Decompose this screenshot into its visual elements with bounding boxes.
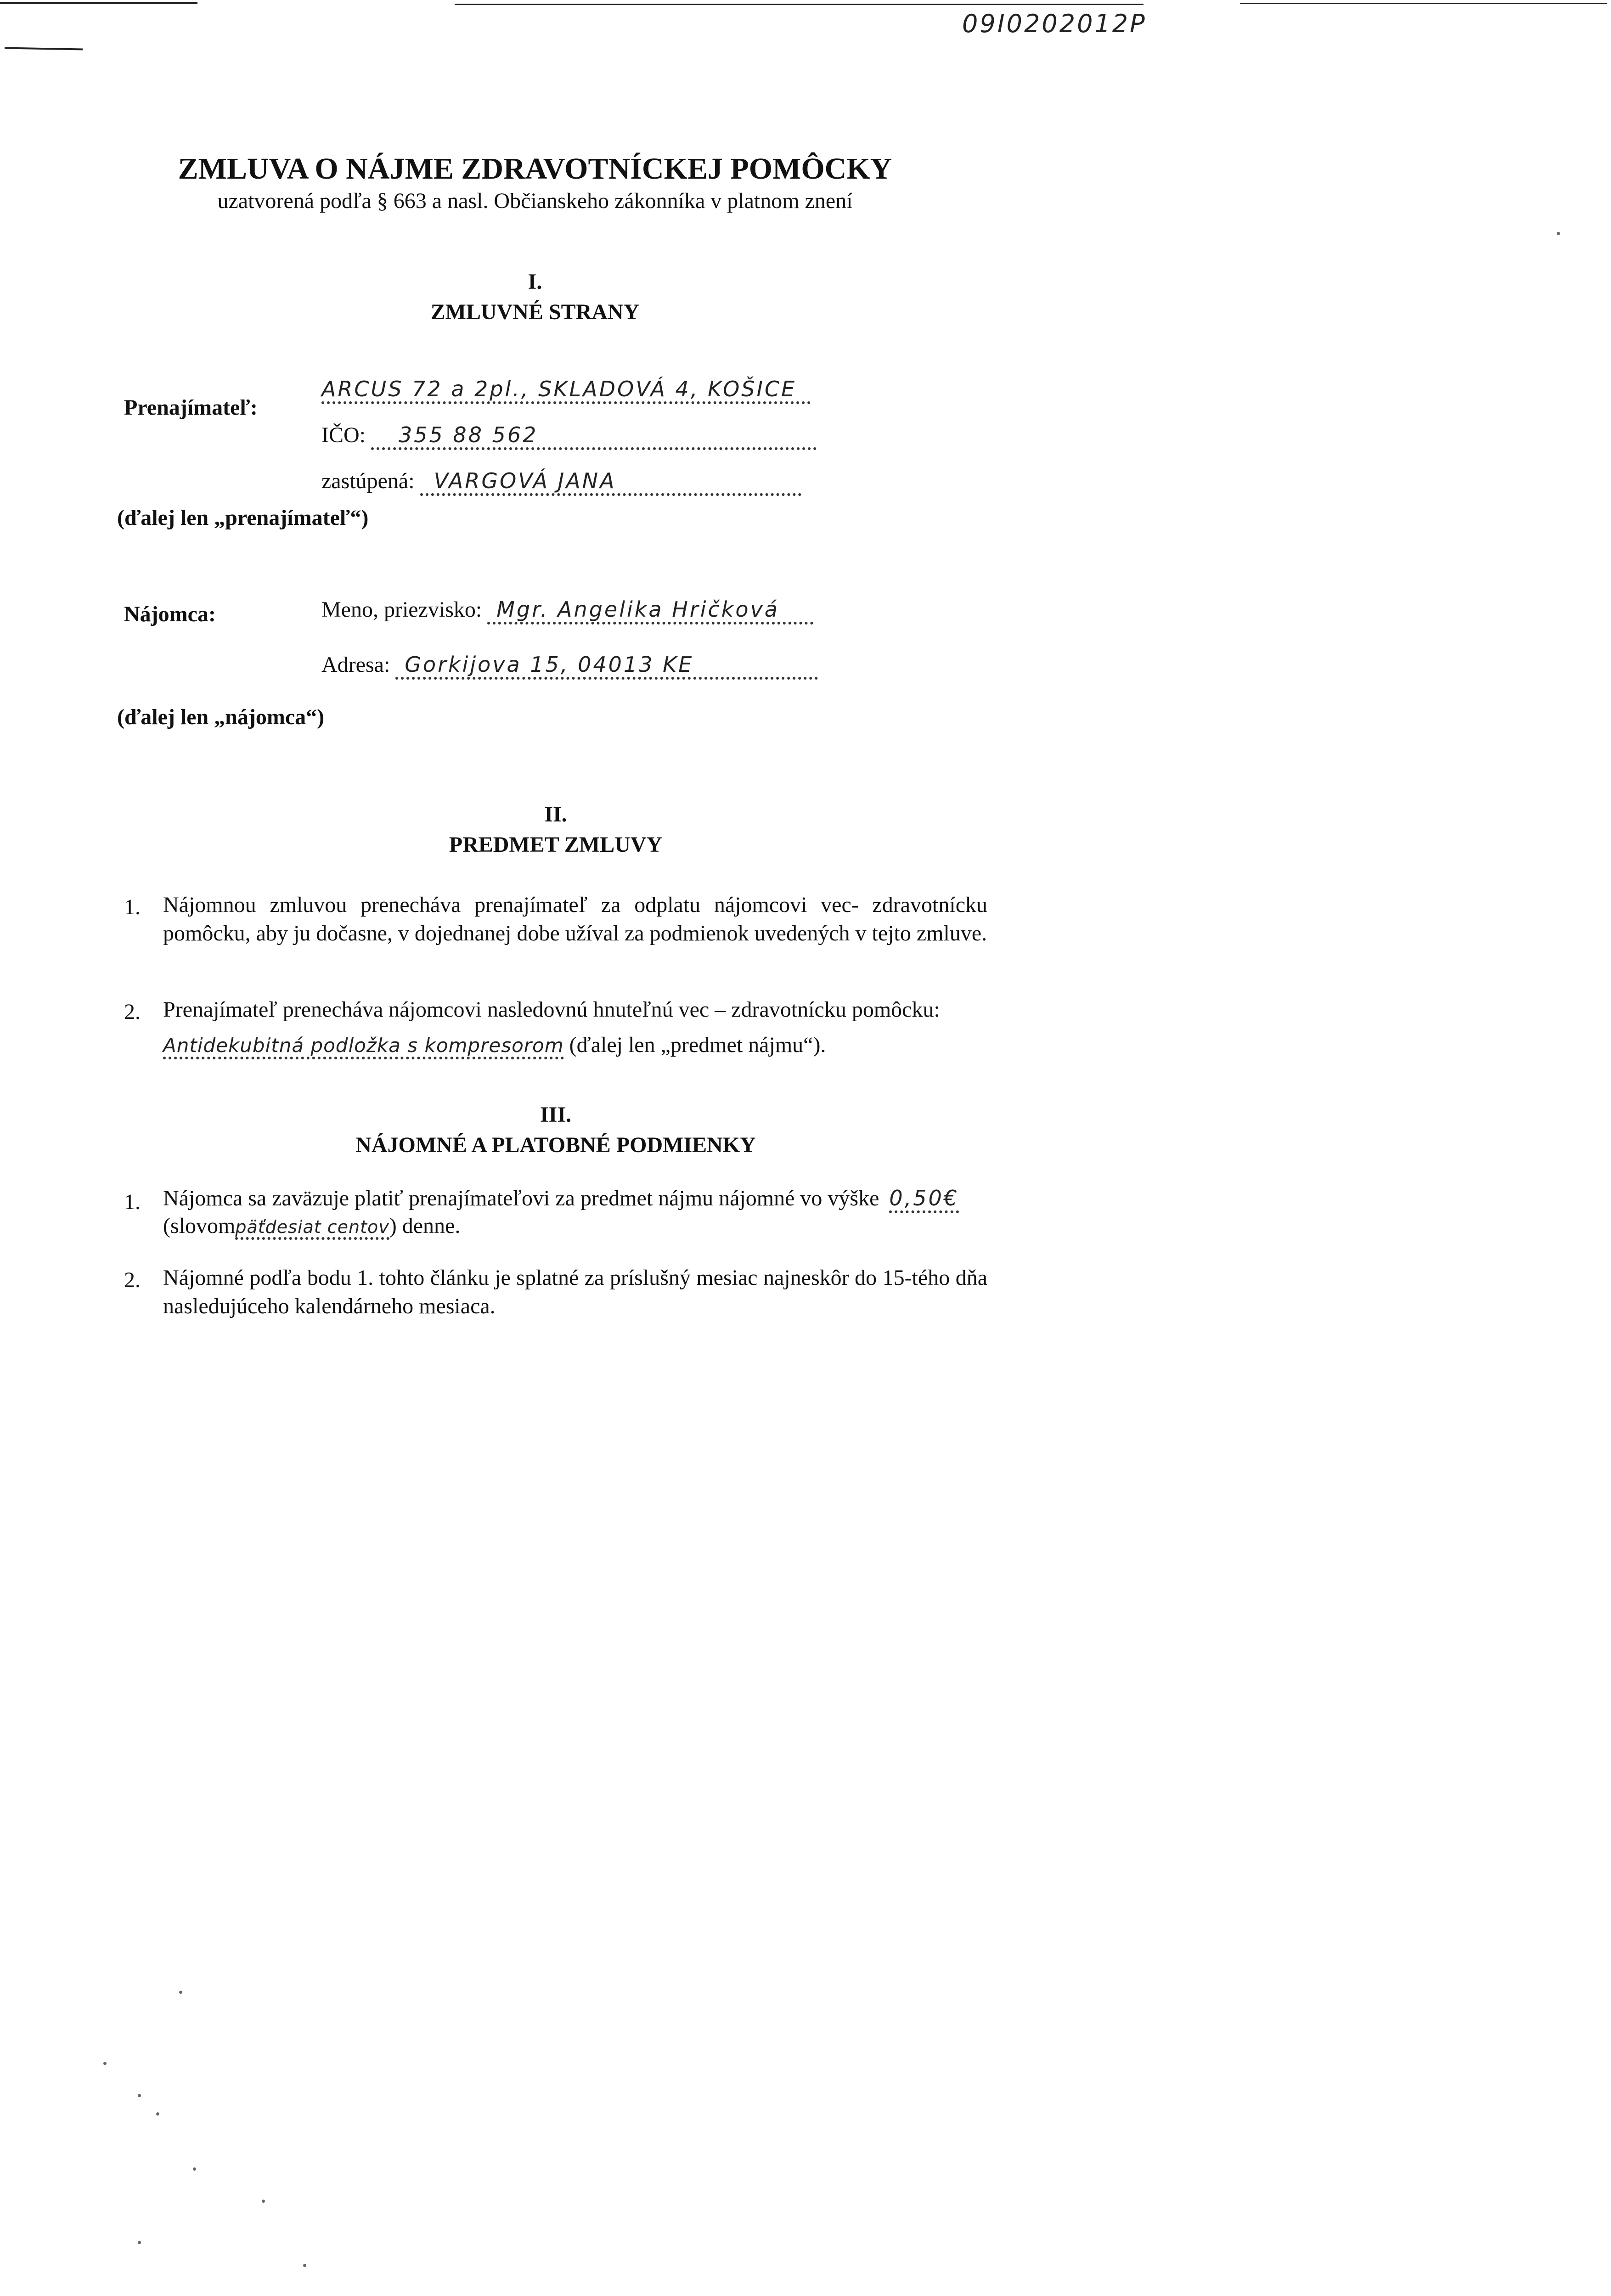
scan-speck — [179, 1991, 182, 1994]
section-heading: NÁJOMNÉ A PLATOBNÉ PODMIENKY — [355, 1133, 756, 1157]
section-number: II. — [544, 802, 567, 827]
rental-item-row — [163, 1032, 826, 1059]
representative-value: VARGOVÁ JANA — [420, 468, 801, 496]
tenant-alias: (ďalej len „nájomca“) — [117, 705, 325, 729]
lessor-label: Prenajímateľ: — [124, 395, 258, 420]
paragraph-number: 1. — [124, 1190, 141, 1214]
scan-speck — [193, 2167, 196, 2171]
rent-words-prefix: (slovom — [163, 1214, 236, 1238]
rent-words-row — [163, 1213, 460, 1240]
section-heading: PREDMET ZMLUVY — [449, 833, 663, 857]
lessor-name-value: ARCUS 72 a 2pl., SKLADOVÁ 4, KOŠICE — [321, 377, 811, 404]
document-code: 09I0202012P — [962, 9, 1147, 38]
rental-item-value: Antidekubitná podložka s kompresorom — [163, 1034, 564, 1059]
rental-item-suffix: (ďalej len „predmet nájmu“). — [569, 1033, 826, 1057]
ico-value: 355 88 562 — [371, 422, 817, 450]
paragraph-text: Prenajímateľ prenecháva nájomcovi nasledovnú hnuteľnú vec – zdravotnícku pomôcku: — [163, 997, 940, 1022]
rent-amount-text: Nájomca sa zaväzuje platiť prenajímateľovi za predmet nájmu nájomné vo výške — [163, 1186, 879, 1210]
representative-label: zastúpená: — [321, 469, 415, 493]
section-number: III. — [540, 1103, 572, 1127]
tenant-name-label: Meno, priezvisko: — [321, 597, 482, 622]
lessor-name-field — [321, 377, 811, 404]
rent-amount-row — [163, 1186, 959, 1213]
tenant-address-value: Gorkijova 15, 04013 KE — [395, 652, 818, 680]
scan-speck — [156, 2112, 159, 2116]
representative-row — [321, 468, 801, 496]
scan-speck — [138, 2094, 141, 2097]
tenant-address-row — [321, 652, 818, 680]
scan-edge-line — [0, 2, 197, 4]
paragraph-text: Nájomné podľa bodu 1. tohto článku je splatné za príslušný mesiac najneskôr do 15-tého dňa nasledujúceho kalendárneho mesiaca. — [163, 1266, 987, 1318]
contract-subtitle: uzatvorená podľa § 663 a nasl. Občianskeho zákonníka v platnom znení — [217, 189, 853, 213]
section-number: I. — [528, 270, 542, 294]
paragraph-number: 2. — [124, 1000, 141, 1024]
tenant-label: Nájomca: — [124, 602, 216, 626]
scan-speck — [303, 2264, 306, 2267]
tenant-address-label: Adresa: — [321, 653, 390, 677]
rent-amount-value: 0,50€ — [889, 1186, 959, 1213]
scan-edge-line — [1240, 3, 1607, 4]
paragraph-number: 1. — [124, 895, 141, 919]
rent-words-value: päťdesiat centov — [235, 1217, 389, 1240]
contract-title: ZMLUVA O NÁJME ZDRAVOTNÍCKEJ POMÔCKY — [178, 152, 892, 186]
scan-edge-line — [455, 4, 1143, 5]
scan-speck — [103, 2062, 107, 2065]
ico-row — [321, 422, 817, 450]
section-heading: ZMLUVNÉ STRANY — [430, 300, 640, 324]
scan-speck — [1557, 232, 1560, 235]
ico-label: IČO: — [321, 423, 366, 447]
paragraph-number: 2. — [124, 1268, 141, 1292]
scan-speck — [138, 2241, 141, 2244]
scan-speck — [262, 2200, 265, 2203]
scan-edge-line — [5, 47, 83, 51]
tenant-name-row — [321, 597, 813, 625]
paragraph-text: Nájomnou zmluvou prenecháva prenajímateľ za odplatu nájomcovi vec- zdravotnícku pomôcku, aby ju dočasne, v dojednanej dobe užíval za podmienok uvedených v tejto zmluve. — [163, 893, 987, 945]
lessor-alias: (ďalej len „prenajímateľ“) — [117, 506, 369, 530]
rent-words-suffix: ) denne. — [389, 1214, 461, 1238]
tenant-name-value: Mgr. Angelika Hričková — [487, 597, 813, 625]
